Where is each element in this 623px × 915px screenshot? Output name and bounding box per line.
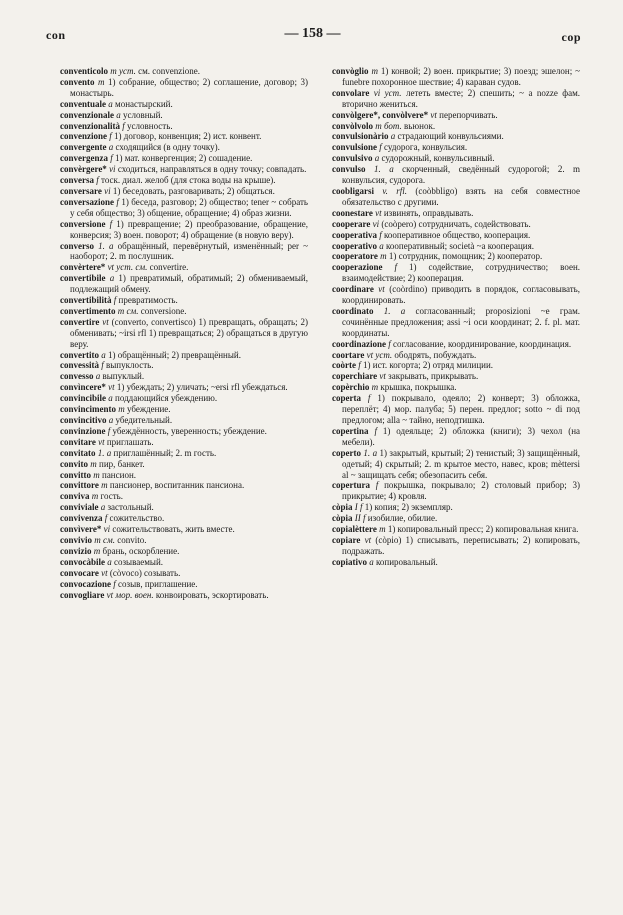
entry-definition: 1) содействие, сотрудничество; воен. взаимодействие; 2) кооперация. <box>342 262 581 284</box>
entry-headword: convivenza <box>60 513 103 524</box>
entry-headword: convivio <box>60 534 93 545</box>
entry-definition: сходиться, направляться в одну точку; совпадать. <box>117 164 307 175</box>
dictionary-entry <box>332 360 580 371</box>
entry-grammar: f <box>109 218 113 229</box>
entry-grammar: f <box>113 295 117 306</box>
entry-headword: convito <box>60 458 88 469</box>
entry-definition: гость. <box>100 491 123 502</box>
entry-definition: 1) договор, конвенция; 2) ист. конвент. <box>114 131 262 142</box>
guide-word-left: con <box>46 28 66 42</box>
entry-grammar: vi <box>103 524 111 535</box>
entry-headword: convocazione <box>60 578 111 589</box>
entry-definition: тоск. диал. желоб (для стока воды на крыше). <box>101 175 276 186</box>
entry-grammar: m <box>93 469 100 480</box>
dictionary-entry <box>60 66 308 77</box>
entry-headword: convertibilità <box>60 295 112 306</box>
dictionary-entry <box>332 371 580 382</box>
entry-grammar: vt <box>379 371 386 382</box>
entry-definition: судорога, конвульсия. <box>384 142 468 153</box>
entry-grammar: vt <box>101 567 108 578</box>
entry-definition: 1) мат. конвергенция; 2) сошадение. <box>115 153 253 164</box>
entry-definition: крышка, покрышка. <box>380 382 457 393</box>
entry-headword: convulsione <box>332 142 378 153</box>
entry-definition: конвоировать, эскортировать. <box>155 589 269 600</box>
entry-definition: приглашённый; 2. m гость. <box>113 447 217 458</box>
entry-headword: coortare <box>332 349 365 360</box>
entry-definition: созываемый. <box>114 556 164 567</box>
dictionary-entry <box>332 110 580 121</box>
dictionary-entry <box>332 306 580 339</box>
entry-headword: conversa <box>60 175 94 186</box>
entry-grammar: vt <box>364 534 372 545</box>
entry-definition: пансион. <box>102 469 137 480</box>
entry-headword: coordinato <box>332 305 374 316</box>
entry-definition: выпуклость. <box>106 360 154 371</box>
entry-definition: (converto, convertisco) 1) превращать, обращать; 2) обменивать; ~irsi rfl 1) превращаться; 2) обращаться в другую веру. <box>70 316 308 349</box>
entry-headword: cooperativo <box>332 240 377 251</box>
entry-definition: согласованный; proposizioni ~e грам. сочинённые предложения; assi ~i оси координат; 2. f. pl. мат. координаты. <box>342 305 581 338</box>
entry-definition: (coòpero) сотрудничать, содействовать. <box>381 218 531 229</box>
entry-grammar: a <box>95 371 101 382</box>
dictionary-entry <box>332 251 580 262</box>
dictionary-entry <box>332 557 580 568</box>
entry-definition: закрывать, прикрывать. <box>388 371 479 382</box>
entry-headword: convìncere* <box>60 382 106 393</box>
columns <box>60 66 580 866</box>
entry-headword: cooperativa <box>332 229 377 240</box>
entry-definition: брань, оскорбление. <box>102 545 180 556</box>
entry-headword: convolare <box>332 87 370 98</box>
entry-definition: выпуклый. <box>102 371 145 382</box>
dictionary-entry <box>332 262 580 284</box>
dictionary-entry <box>60 579 308 590</box>
entry-grammar: f <box>379 229 382 240</box>
entry-grammar: f <box>388 338 391 349</box>
dictionary-entry <box>332 535 580 557</box>
entry-headword: convitato <box>60 447 96 458</box>
entry-grammar: m <box>371 382 379 393</box>
entry-definition: условность. <box>127 120 173 131</box>
entry-definition: страдающий конвульсиями. <box>397 131 504 142</box>
entry-definition: (còvoco) созывать. <box>109 567 181 578</box>
entry-headword: convessità <box>60 360 99 371</box>
entry-headword: convertibile <box>60 273 106 284</box>
dictionary-entry <box>332 339 580 350</box>
dictionary-entry <box>60 437 308 448</box>
entry-headword: convitare <box>60 436 96 447</box>
entry-definition: 1) одеяльце; 2) обложка (книги); 3) чехол (на мебели). <box>342 425 581 447</box>
entry-definition: скорченный, сведённый судорогой; 2. m конвульсия, судорога. <box>342 164 581 186</box>
entry-definition: 1) копировальный пресс; 2) копировальная книга. <box>387 524 579 535</box>
entry-headword: convenzione <box>60 131 107 142</box>
entry-grammar: m <box>90 458 97 469</box>
entry-definition: обращённый, перевёрнутый, изменённый; per ~ наоборот; 2. m послушник. <box>70 240 308 262</box>
entry-headword: converso <box>60 240 94 251</box>
dictionary-entry <box>60 153 308 164</box>
entry-definition: пир, банкет. <box>99 458 145 469</box>
entry-headword: copèrchio <box>332 382 370 393</box>
entry-grammar: f <box>104 513 108 524</box>
entry-definition: 1) собрание, общество; 2) соглашение, договор; 3) монастырь. <box>70 76 308 98</box>
dictionary-entry <box>60 241 308 263</box>
dictionary-entry <box>332 502 580 513</box>
entry-headword: coonestare <box>332 207 373 218</box>
entry-grammar: vi <box>104 185 111 196</box>
entry-grammar: m <box>380 251 387 262</box>
dictionary-entry <box>332 142 580 153</box>
entry-headword: còpia <box>332 502 353 513</box>
entry-grammar: f <box>107 425 111 436</box>
dictionary-entry <box>332 393 580 426</box>
entry-definition: превратимость. <box>118 295 178 306</box>
entry-definition: убеждённость, уверенность; убеждение. <box>112 425 267 436</box>
entry-headword: conversare <box>60 185 102 196</box>
entry-grammar: a <box>108 142 114 153</box>
dictionary-entry <box>60 317 308 350</box>
entry-definition: изобилие, обилие. <box>367 513 438 524</box>
entry-definition: кооперативный; società ~a кооперация. <box>386 240 535 251</box>
left-column <box>60 66 308 866</box>
dictionary-entry <box>60 219 308 241</box>
dictionary-entry <box>332 66 580 88</box>
entry-grammar: f <box>110 153 113 164</box>
entry-grammar: vt <box>430 109 437 120</box>
entry-definition: пансионер, воспитанник пансиона. <box>109 480 245 491</box>
entry-definition: см. convenzione. <box>138 66 201 76</box>
entry-grammar: f <box>122 120 125 131</box>
dictionary-entry <box>60 393 308 404</box>
entry-definition: согласование, координирование, координация. <box>393 338 572 349</box>
dictionary-entry <box>332 426 580 448</box>
dictionary-entry <box>60 262 308 273</box>
entry-definition: (còpio) 1) списывать, переписывать; 2) копировать, подражать. <box>342 534 581 556</box>
entry-definition: судорожный, конвульсивный. <box>381 153 495 164</box>
dictionary-entry <box>60 306 308 317</box>
entry-definition: convertire. <box>149 262 189 273</box>
dictionary-entry <box>60 568 308 579</box>
entry-grammar: vi <box>372 218 380 229</box>
entry-headword: coperto <box>332 447 361 458</box>
dictionary-entry <box>60 524 308 535</box>
entry-definition: копировальный. <box>376 556 438 567</box>
entry-headword: copertura <box>332 480 370 491</box>
dictionary-entry <box>60 295 308 306</box>
entry-headword: coordinare <box>332 284 374 295</box>
dictionary-entry <box>60 197 308 219</box>
entry-grammar: vt уст. см. <box>107 262 148 273</box>
entry-grammar: 1. a <box>97 447 112 458</box>
dictionary-entry <box>332 284 580 306</box>
dictionary-entry <box>332 382 580 393</box>
entry-headword: convèrgere* <box>60 164 107 175</box>
entry-definition: убедительный. <box>115 415 173 425</box>
entry-headword: convitto <box>60 469 91 480</box>
entry-grammar: vt <box>375 207 382 218</box>
entry-headword: conventuale <box>60 98 106 109</box>
entry-headword: convòlvolo <box>332 120 374 131</box>
entry-headword: convìvere* <box>60 524 102 535</box>
entry-definition: сожительствовать, жить вместе. <box>112 524 235 535</box>
entry-grammar: a <box>108 98 113 109</box>
entry-grammar: 1. a <box>383 305 406 316</box>
entry-headword: conventicolo <box>60 66 108 76</box>
entry-grammar: f <box>374 425 377 436</box>
entry-definition: сходящийся (в одну точку). <box>115 142 220 153</box>
right-column <box>332 66 580 866</box>
entry-definition: (coòbbligo) взять на себя совместное обязательство с другими. <box>342 185 581 207</box>
entry-headword: conversione <box>60 218 106 229</box>
entry-grammar: a <box>390 131 396 142</box>
entry-definition: лететь вместе; 2) спешить; ~ a nozze фам. вторично жениться. <box>342 87 581 109</box>
entry-grammar: v. rfl. <box>382 185 408 196</box>
dictionary-entry <box>332 448 580 481</box>
entry-definition: застольный. <box>107 502 154 513</box>
dictionary-entry <box>332 208 580 219</box>
dictionary-entry <box>60 142 308 153</box>
entry-headword: convenzionale <box>60 109 114 120</box>
entry-headword: coperta <box>332 393 361 404</box>
entry-definition: (coòrdino) приводить в порядок, согласовывать, координировать. <box>342 284 581 306</box>
entry-headword: convesso <box>60 371 94 382</box>
dictionary-entry <box>60 131 308 142</box>
entry-grammar: a <box>107 556 112 567</box>
entry-headword: convincibile <box>60 393 107 404</box>
entry-definition: 1) покрывало, одеяло; 2) конверт; 3) обложка, переплёт; 4) мор. палуба; 5) перен. предлог; sotto ~ di под предлогом; alla ~ тайно, неподтишка. <box>342 393 581 425</box>
dictionary-entry <box>332 350 580 361</box>
entry-grammar: m <box>371 66 378 76</box>
entry-definition: условный. <box>123 109 163 120</box>
entry-grammar: a <box>379 240 384 251</box>
entry-headword: conversazione <box>60 196 114 207</box>
dictionary-entry <box>332 164 580 186</box>
entry-headword: convocàbile <box>60 556 105 567</box>
entry-grammar: f <box>379 142 382 153</box>
entry-definition: conversione. <box>140 305 187 316</box>
entry-definition: монастырский. <box>115 98 173 109</box>
dictionary-entry <box>60 557 308 568</box>
entry-headword: cooperatore <box>332 251 378 262</box>
dictionary-entry <box>60 110 308 121</box>
entry-grammar: m <box>379 524 386 535</box>
guide-word-right: cop <box>561 30 581 44</box>
dictionary-entry <box>60 175 308 186</box>
entry-grammar: a <box>369 556 374 567</box>
entry-grammar: 1. a <box>373 164 394 175</box>
dictionary-entry <box>60 273 308 295</box>
entry-grammar: f <box>96 175 99 186</box>
dictionary-entry <box>60 502 308 513</box>
dictionary-entry <box>332 480 580 502</box>
entry-headword: coordinazione <box>332 338 386 349</box>
entry-grammar: 1. a <box>363 447 378 458</box>
entry-grammar: m см. <box>117 305 139 316</box>
entry-definition: перепорчивать. <box>439 109 498 120</box>
entry-grammar: a <box>116 109 121 120</box>
entry-grammar: a <box>108 415 114 425</box>
dictionary-entry <box>60 350 308 361</box>
dictionary-entry <box>60 459 308 470</box>
dictionary-entry <box>332 186 580 208</box>
entry-headword: copiare <box>332 534 361 545</box>
dictionary-entry <box>60 426 308 437</box>
entry-headword: convertito <box>60 349 99 360</box>
dictionary-entry <box>332 219 580 230</box>
entry-grammar: m <box>91 491 99 502</box>
entry-grammar: II f <box>354 513 366 524</box>
entry-grammar: vt <box>108 382 115 393</box>
entry-definition: 1) сотрудник, помощник; 2) кооператор. <box>388 251 543 262</box>
running-head <box>40 26 585 46</box>
entry-grammar: vt <box>102 316 109 327</box>
entry-headword: conviva <box>60 491 90 502</box>
entry-definition: 1) обращённый; 2) превращённый. <box>107 349 241 360</box>
entry-definition: вьюнок. <box>404 120 436 131</box>
entry-headword: convertimento <box>60 305 116 316</box>
entry-headword: convergente <box>60 142 107 153</box>
entry-headword: convergenza <box>60 153 108 164</box>
entry-grammar: m уст. <box>110 66 136 76</box>
entry-grammar: a <box>109 273 115 284</box>
dictionary-entry <box>60 99 308 110</box>
entry-definition: кооперативное общество, кооперация. <box>384 229 531 240</box>
entry-headword: convertire <box>60 316 100 327</box>
entry-headword: convulsionàrio <box>332 131 389 142</box>
entry-definition: 1) ист. когорта; 2) отряд милиции. <box>363 360 494 371</box>
entry-definition: приглашать. <box>106 436 154 447</box>
entry-grammar: a <box>374 153 380 164</box>
entry-headword: copialèttere <box>332 524 377 535</box>
entry-grammar: a <box>100 502 106 513</box>
entry-grammar: m <box>118 404 125 415</box>
entry-definition: convito. <box>117 534 147 545</box>
entry-definition: 1) конвой; 2) воен. прикрытие; 3) поезд; эшелон; ~ funebre похоронное шествие; 4) караван судов. <box>342 66 581 87</box>
entry-grammar: m <box>93 545 101 556</box>
entry-headword: convulsivo <box>332 153 373 164</box>
dictionary-entry <box>60 480 308 491</box>
entry-headword: coperchiare <box>332 371 378 382</box>
entry-definition: извинять, оправдывать. <box>383 207 474 218</box>
dictionary-entry <box>332 241 580 252</box>
entry-grammar: vi <box>109 164 116 175</box>
dictionary-entry <box>332 524 580 535</box>
dictionary-entry <box>60 121 308 132</box>
dictionary-entry <box>332 121 580 132</box>
entry-grammar: f <box>358 360 361 371</box>
dictionary-entry <box>60 404 308 415</box>
entry-headword: coòrte <box>332 360 356 371</box>
entry-grammar: f <box>375 480 379 491</box>
dictionary-entry <box>60 491 308 502</box>
entry-headword: convulso <box>332 164 366 175</box>
dictionary-entry <box>60 535 308 546</box>
entry-definition: 1) беседовать, разговаривать; 2) общаться. <box>112 185 275 196</box>
entry-grammar: f <box>394 262 397 273</box>
dictionary-entry <box>332 131 580 142</box>
entry-grammar: f <box>101 360 104 371</box>
entry-definition: 1) закрытый, крытый; 2) тенистый; 3) защищённый, одетый; 4) скрытый; 2. m крытое место, навес, кров; mèttersi al ~ защищать себя; обезопасить себя. <box>342 447 581 480</box>
entry-headword: copiativo <box>332 556 367 567</box>
entry-definition: 1) убеждать; 2) уличать; ~ersi rfl убеждаться. <box>116 382 288 393</box>
entry-headword: convincitivo <box>60 415 107 425</box>
entry-headword: convòlgere*, convòlvere* <box>332 109 429 120</box>
entry-grammar: vt мор. воен. <box>106 589 154 600</box>
dictionary-entry <box>332 153 580 164</box>
dictionary-entry <box>332 513 580 524</box>
dictionary-entry <box>60 371 308 382</box>
dictionary-entry <box>60 360 308 371</box>
entry-grammar: f <box>367 393 371 404</box>
entry-grammar: m см. <box>94 534 116 545</box>
dictionary-entry <box>60 382 308 393</box>
entry-definition: созыв, приглашение. <box>118 578 198 589</box>
entry-headword: convizio <box>60 545 92 556</box>
entry-grammar: a <box>101 349 106 360</box>
dictionary-entry <box>60 448 308 459</box>
entry-grammar: vi уст. <box>373 87 402 98</box>
entry-grammar: 1. a <box>98 240 114 251</box>
entry-definition: 1) копия; 2) экземпляр. <box>364 502 453 513</box>
entry-grammar: m <box>101 480 108 491</box>
entry-headword: convogliare <box>60 589 105 600</box>
dictionary-entry <box>332 88 580 110</box>
entry-grammar: I f <box>354 502 363 513</box>
dictionary-entry <box>60 415 308 426</box>
dictionary-entry <box>60 186 308 197</box>
entry-headword: cooperazione <box>332 262 383 273</box>
dictionary-entry <box>60 590 308 601</box>
entry-grammar: vt уст. <box>366 349 393 360</box>
entry-headword: convento <box>60 76 95 87</box>
entry-grammar: f <box>109 131 112 142</box>
entry-definition: покрышка, покрывало; 2) столовый прибор; 3) прикрытие; 4) кровля. <box>342 480 581 502</box>
entry-definition: 1) беседа, разговор; 2) общество; tener ~ собрать у себя общество; 3) общение, обращение; 4) образ жизни. <box>70 196 309 218</box>
entry-definition: 1) превратимый, обратимый; 2) обмениваемый, подлежащий обмену. <box>70 273 308 295</box>
entry-headword: convocare <box>60 567 99 578</box>
dictionary-entry <box>60 164 308 175</box>
entry-grammar: f <box>116 196 119 207</box>
entry-grammar: vt <box>378 284 385 295</box>
dictionary-entry <box>60 470 308 481</box>
entry-definition: 1) превращение; 2) преобразование, обращение, конверсия; 3) воен. поворот; 4) обращение (в новую веру). <box>70 218 309 240</box>
page-number: — 158 — <box>284 26 341 41</box>
entry-headword: convèrtere* <box>60 262 106 273</box>
dictionary-entry <box>60 513 308 524</box>
entry-definition: убеждение. <box>127 404 171 415</box>
dictionary-entry <box>60 77 308 99</box>
entry-headword: conviviale <box>60 502 99 513</box>
entry-grammar: f <box>113 578 116 589</box>
entry-grammar: vt <box>98 436 105 447</box>
entry-headword: convittore <box>60 480 99 491</box>
entry-headword: cooperare <box>332 218 371 229</box>
entry-headword: coobligarsi <box>332 185 374 196</box>
entry-headword: còpia <box>332 513 353 524</box>
dictionary-entry <box>332 230 580 241</box>
entry-headword: copertina <box>332 425 369 436</box>
entry-definition: сожительство. <box>109 513 165 524</box>
entry-headword: convòglio <box>332 66 369 76</box>
entry-headword: convinzione <box>60 425 106 436</box>
entry-definition: поддающийся убеждению. <box>115 393 218 404</box>
entry-headword: convincimento <box>60 404 116 415</box>
entry-definition: ободрять, побуждать. <box>394 349 477 360</box>
entry-headword: convenzionalità <box>60 120 120 131</box>
entry-grammar: m <box>98 76 105 87</box>
entry-grammar: a <box>108 393 113 404</box>
dictionary-entry <box>60 546 308 557</box>
entry-grammar: m бот. <box>375 120 402 131</box>
